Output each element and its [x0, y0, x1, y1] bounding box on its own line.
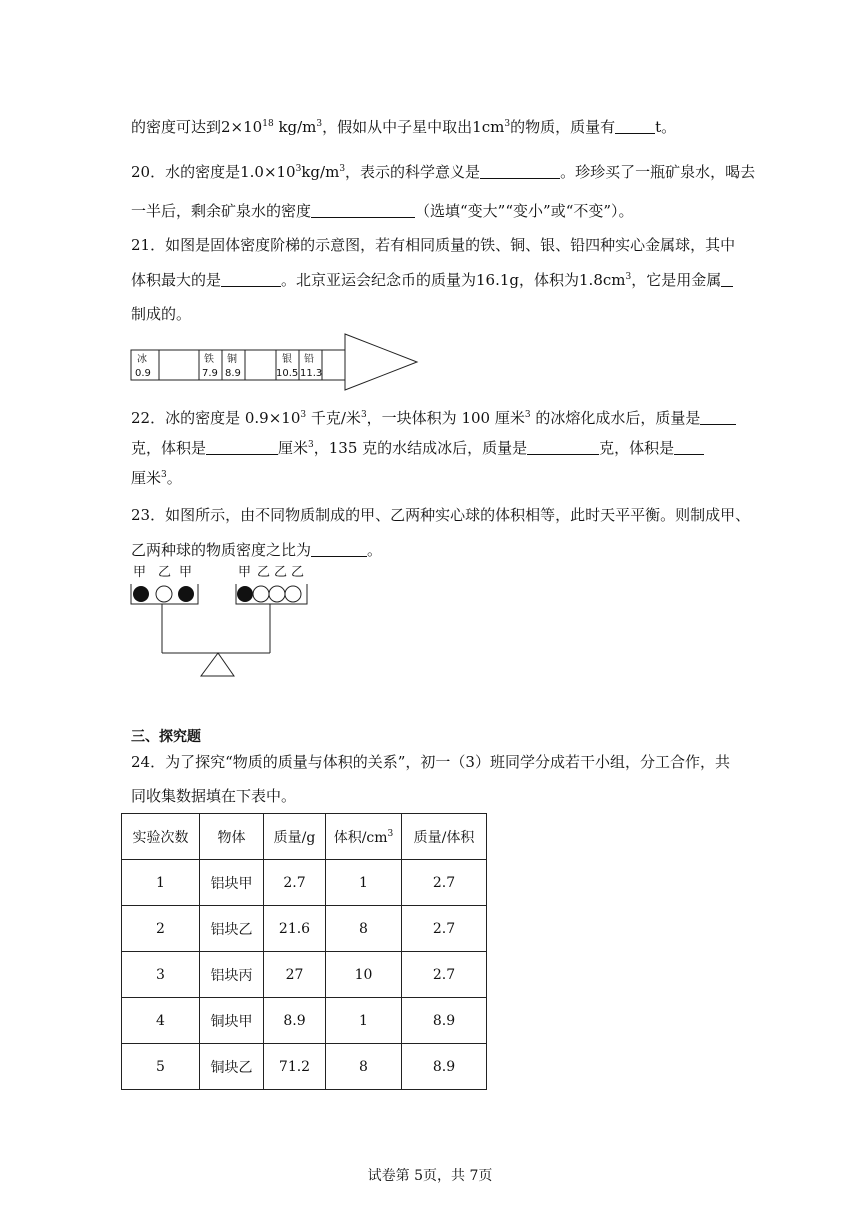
left-label-1: 甲	[133, 565, 147, 580]
cell: 2.7	[264, 860, 326, 906]
q20-line-2: 一半后，剩余矿泉水的密度 （选填“变大”“变小”或“不变”）。	[131, 202, 634, 220]
q23-line-2: 乙两种球的物质密度之比为 。	[131, 541, 383, 559]
q20-meaning-blank[interactable]	[480, 162, 560, 179]
q24-line-2: 同收集数据填在下表中。	[131, 787, 297, 805]
ball-yi	[156, 586, 172, 602]
cell: 2.7	[402, 952, 487, 998]
table-row	[122, 998, 487, 1044]
cell: 铜块乙	[200, 1044, 264, 1090]
q23-ratio-blank[interactable]	[311, 540, 367, 557]
cell: 8.9	[402, 1044, 487, 1090]
cell: 2.7	[402, 860, 487, 906]
ball-yi	[253, 586, 269, 602]
right-label-1: 甲	[238, 565, 252, 580]
ladder-value-lead: 11.3	[300, 368, 323, 379]
cell: 71.2	[264, 1044, 326, 1090]
cell: 8	[326, 906, 402, 952]
left-label-2: 乙	[158, 565, 172, 580]
cell: 21.6	[264, 906, 326, 952]
cell: 10	[326, 952, 402, 998]
cell: 铜块甲	[200, 998, 264, 1044]
ladder-name-ice: 冰	[137, 354, 147, 365]
header-volume: 体积$/cm^3$	[326, 814, 402, 860]
q22-mass-blank-2[interactable]	[527, 438, 599, 455]
ladder-name-lead: 铅	[304, 354, 314, 365]
right-label-2: 乙	[257, 565, 271, 580]
q24-line-1: 24．为了探究“物质的质量与体积的关系”，初一（3）班同学分成若干小组，分工合作，共	[131, 753, 730, 771]
ladder-value-copper: 8.9	[225, 368, 241, 379]
cell: 铝块丙	[200, 952, 264, 998]
ball-jia	[178, 586, 194, 602]
q22-line-2: 克，体积是 厘米$^3$，135 克的水结成冰后，质量是 克，体积是	[131, 438, 704, 458]
cell: 5	[122, 1044, 200, 1090]
cell: 2.7	[402, 906, 487, 952]
q23-line-1: 23．如图所示，由不同物质制成的甲、乙两种实心球的体积相等，此时天平平衡。则制成甲、	[131, 506, 751, 524]
cell: 8	[326, 1044, 402, 1090]
header-mass: 质量/g	[264, 814, 326, 860]
q21-metal-blank[interactable]	[721, 270, 733, 287]
q22-volume-blank-1[interactable]	[206, 438, 278, 455]
header-object: 物体	[200, 814, 264, 860]
table-row	[122, 860, 487, 906]
cell: 铝块乙	[200, 906, 264, 952]
q20-line-1: 20．水的密度是$1.0\times 10^3kg/m^3$，表示的科学意义是 。珍珍买了一瓶矿泉水，喝去	[131, 163, 756, 181]
density-ladder-figure	[128, 332, 423, 394]
table-row	[122, 1044, 487, 1090]
ball-yi	[269, 586, 285, 602]
cell: 8.9	[402, 998, 487, 1044]
right-label-4: 乙	[291, 565, 305, 580]
ladder-value-ice: 0.9	[135, 368, 151, 379]
cell: 27	[264, 952, 326, 998]
cell: 8.9	[264, 998, 326, 1044]
q22-volume-blank-2[interactable]	[674, 438, 704, 455]
q21-line-1: 21．如图是固体密度阶梯的示意图，若有相同质量的铁、铜、银、铅四种实心金属球，其中	[131, 236, 736, 254]
ladder-name-copper: 铜	[227, 354, 237, 365]
q19-line: 的密度可达到$2\times 10^{18}$ $kg/m^3$，假如从中子星中取出$1cm^3$的物质，质量有 t。	[131, 118, 677, 136]
ladder-name-silver: 银	[282, 354, 292, 365]
table-header-row	[122, 814, 487, 860]
cell: 1	[122, 860, 200, 906]
q22-line-1: 22．冰的密度是 $0.9\times 10^3$ 千克/米$^3$，一块体积为 100 厘米$^3$ 的冰熔化成水后，质量是	[131, 408, 736, 428]
ball-yi	[285, 586, 301, 602]
ladder-name-iron: 铁	[204, 354, 214, 365]
ball-jia	[237, 586, 253, 602]
ladder-value-silver: 10.5	[276, 368, 299, 379]
q22-line-3: 厘米$^3$。	[131, 469, 182, 487]
q21-largest-volume-blank[interactable]	[221, 270, 281, 287]
cell: 1	[326, 998, 402, 1044]
q21-line-2: 体积最大的是 。北京亚运会纪念币的质量为16.1g，体积为$1.8cm^3$，它是用金属	[131, 270, 733, 290]
q21-line-3: 制成的。	[131, 305, 192, 323]
table-row	[122, 906, 487, 952]
fulcrum	[201, 653, 234, 676]
q22-mass-blank-1[interactable]	[700, 408, 736, 425]
header-trial: 实验次数	[122, 814, 200, 860]
left-label-3: 甲	[179, 565, 193, 580]
q19-answer-blank[interactable]	[615, 117, 655, 134]
cell: 4	[122, 998, 200, 1044]
balance-figure	[124, 560, 324, 682]
cell: 1	[326, 860, 402, 906]
header-ratio: 质量/体积	[402, 814, 487, 860]
page-footer: 试卷第 5页，共 7页	[367, 1168, 493, 1184]
table-row	[122, 952, 487, 998]
ladder-value-iron: 7.9	[202, 368, 218, 379]
cell: 铝块甲	[200, 860, 264, 906]
cell: 2	[122, 906, 200, 952]
data-table	[121, 813, 487, 1090]
q20-density-blank[interactable]	[311, 201, 415, 218]
ball-jia	[133, 586, 149, 602]
section-heading: 三、探究题	[131, 729, 201, 745]
cell: 3	[122, 952, 200, 998]
right-label-3: 乙	[274, 565, 288, 580]
